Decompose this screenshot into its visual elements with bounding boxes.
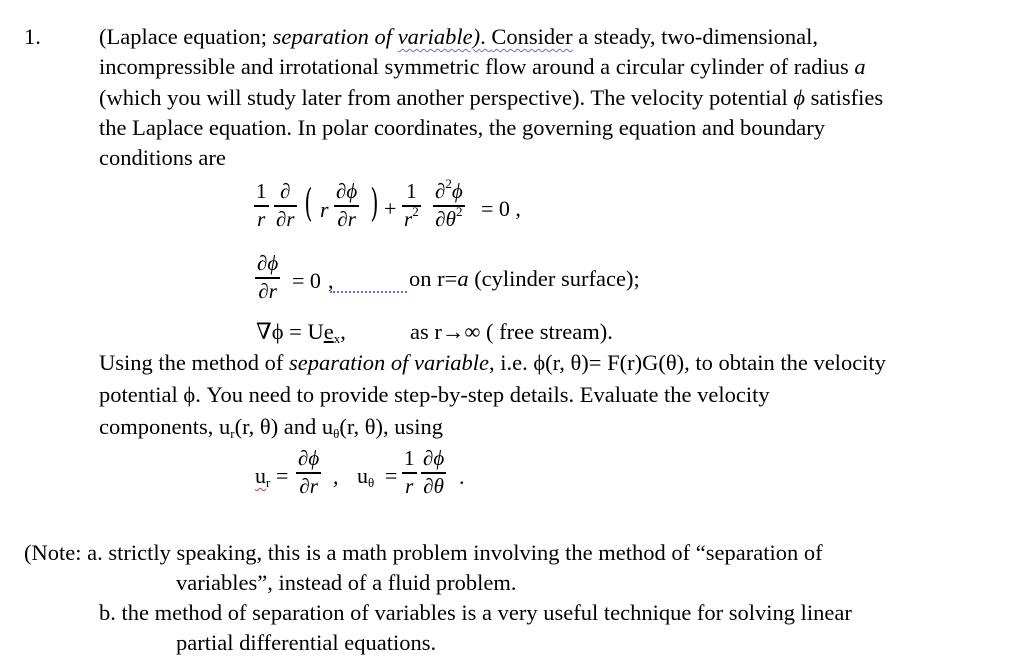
utheta-symbol xyxy=(357,463,375,490)
eq3-lhs xyxy=(256,321,346,344)
eq2-on-tail: (cylinder surface); xyxy=(468,266,640,291)
eq1-f3-den: ∂r xyxy=(337,206,356,231)
ur-letter: u xyxy=(255,463,266,488)
eq2-den: ∂r xyxy=(258,278,277,303)
eq1-f2-num: ∂ xyxy=(280,179,291,203)
ur-symbol xyxy=(255,463,271,490)
problem-line-1-a: (Laplace equation; xyxy=(99,24,273,49)
eq2-on-var: a xyxy=(457,266,469,291)
eq1-r-factor: r xyxy=(320,197,329,222)
note-b-line-1: b. the method of separation of variables is a very useful technique for solving linear xyxy=(99,600,852,625)
eq2-on-label: on r= xyxy=(409,266,458,291)
eq3-unit-vector-sub: x xyxy=(333,331,341,346)
problem-line-1 xyxy=(99,26,818,49)
eq3-as-text: as r→∞ ( free stream). xyxy=(410,319,613,344)
utheta-equals: = xyxy=(385,463,398,488)
method-line-3-c: (r, θ), using xyxy=(339,414,444,439)
utheta-f1-num: 1 xyxy=(404,446,415,470)
method-line-3-sub2: θ xyxy=(333,426,340,441)
problem-line-1-b: separation of xyxy=(272,24,398,49)
eq1-f5-den-sup: 2 xyxy=(455,203,463,219)
utheta-frac-1-over-r xyxy=(402,448,417,497)
eq1-f5-den: ∂θ xyxy=(435,206,456,231)
ur-den: ∂r xyxy=(299,473,318,498)
utheta-letter: u xyxy=(357,463,368,488)
method-line-3-sub1: r xyxy=(230,426,235,441)
eq1-left-paren: ( xyxy=(304,181,313,225)
problem-line-1-e: Consider xyxy=(491,24,573,49)
eq1-f3-num: ∂ϕ xyxy=(336,179,358,203)
note-a-line-2: variables”, instead of a fluid problem. xyxy=(176,570,517,595)
eq3-lhs-text: ∇ϕ = U xyxy=(256,319,324,344)
utheta-f1-den: r xyxy=(405,473,414,498)
utheta-sub: θ xyxy=(368,475,375,490)
eq2-comma: , xyxy=(328,268,334,293)
eq1-f2-den: ∂r xyxy=(276,206,295,231)
problem-line-3-b: satisfies xyxy=(805,85,884,110)
problem-line-1-f: a steady, two-dimensional, xyxy=(572,24,819,49)
eq2-num: ∂ϕ xyxy=(257,251,279,275)
method-line-1-a: Using the method of xyxy=(99,350,289,375)
eq1-frac-1-over-r xyxy=(254,181,269,230)
eq1-rhs: = 0 , xyxy=(481,196,521,221)
eq2-on-text xyxy=(409,268,640,291)
eq3-unit-vector: e xyxy=(323,319,334,344)
velocity-comma: , xyxy=(333,464,339,489)
utheta-f2-den: ∂θ xyxy=(423,473,444,498)
eq1-f4-num: 1 xyxy=(406,179,417,203)
method-line-2: potential ϕ. You need to provide step-by-step details. Evaluate the velocity xyxy=(99,382,770,407)
eq1-frac-partial-r xyxy=(274,181,297,230)
eq2-frac-dphi-dr xyxy=(255,253,280,302)
method-line-3-a: components, u xyxy=(99,414,231,439)
problem-line-2-text: incompressible and irrotational symmetric flow around a circular cylinder of radius xyxy=(99,54,855,79)
problem-line-1-c: variable) xyxy=(397,24,481,49)
eq1-frac-1-over-r2 xyxy=(402,181,421,230)
eq1-frac-d2phi-dtheta2 xyxy=(433,176,465,231)
method-line-3-b: (r, θ) and u xyxy=(234,414,334,439)
ur-sub: r xyxy=(266,475,271,490)
problem-line-2 xyxy=(99,56,866,79)
note-a-line-1: (Note: a. strictly speaking, this is a math problem involving the method of “separation of xyxy=(24,540,823,565)
problem-line-5: conditions are xyxy=(99,145,226,170)
method-line-1-b: separation of variable xyxy=(288,350,489,375)
problem-number: 1. xyxy=(24,24,41,49)
ur-equals: = xyxy=(276,463,289,488)
problem-line-3 xyxy=(99,87,883,110)
eq3-comma: , xyxy=(340,319,346,344)
problem-line-3-a: (which you will study later from another perspective). The velocity potential xyxy=(99,85,794,110)
ur-frac-dphi-dr xyxy=(296,448,321,497)
ur-num: ∂ϕ xyxy=(298,446,320,470)
method-line-1-c: , i.e. ϕ(r, θ)= F(r)G(θ), to obtain the velocity xyxy=(488,350,886,375)
eq1-f5-num: ∂ xyxy=(435,179,446,203)
utheta-frac-dphi-dtheta xyxy=(421,448,446,497)
eq1-right-paren: ) xyxy=(370,181,379,225)
eq1-f5-num-tail: ϕ xyxy=(451,179,463,203)
eq1-frac-dphi-dr xyxy=(334,181,359,230)
radius-variable: a xyxy=(854,54,866,79)
eq1-f4-den: r xyxy=(404,206,413,231)
eq1-f5-num-sup: 2 xyxy=(445,176,452,191)
utheta-f2-num: ∂ϕ xyxy=(423,446,445,470)
method-line-1 xyxy=(99,352,886,375)
note-b-line-2: partial differential equations. xyxy=(176,630,437,655)
eq1-f4-den-sup: 2 xyxy=(412,203,419,219)
eq1-plus: + xyxy=(384,196,397,221)
eq1-f1-den: r xyxy=(257,206,266,231)
eq2-spellcheck-underline xyxy=(330,287,407,293)
velocity-period: . xyxy=(459,464,465,489)
phi-symbol: ϕ xyxy=(793,85,806,110)
eq1-f1-num: 1 xyxy=(256,179,267,203)
problem-line-1-d: . xyxy=(480,24,492,49)
problem-line-4: the Laplace equation. In polar coordinates, the governing equation and boundary xyxy=(99,115,825,140)
eq2-rhs: = 0 xyxy=(292,268,321,293)
method-line-3 xyxy=(99,416,443,439)
